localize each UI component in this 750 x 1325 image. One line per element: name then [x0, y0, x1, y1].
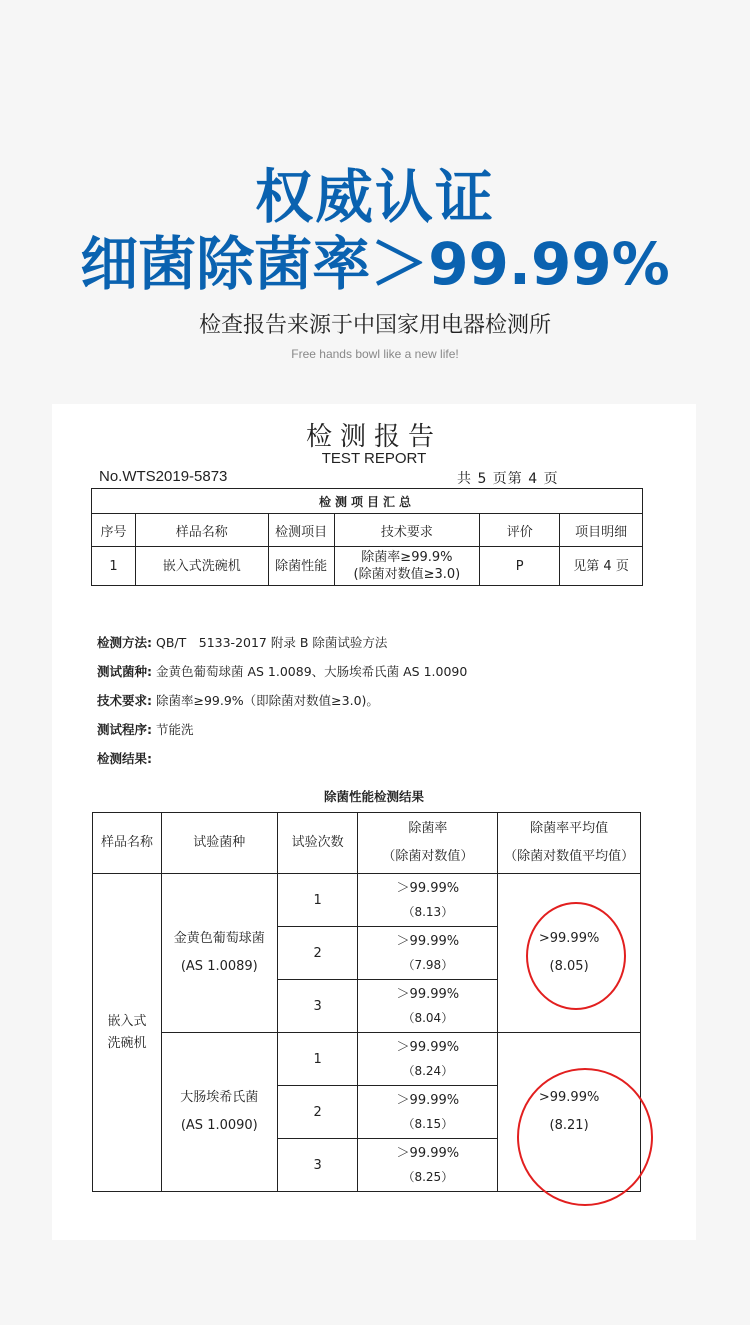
- summary-caption: 检测项目汇总: [92, 489, 643, 514]
- summary-cell: 1: [92, 547, 136, 586]
- info-line: [97, 691, 379, 709]
- summary-header: 技术要求: [334, 514, 480, 547]
- trial-result: [358, 980, 498, 1033]
- info-value: 金黄色葡萄球菌 AS 1.0089、大肠埃希氏菌 AS 1.0090: [155, 664, 468, 679]
- highlight-circle: [526, 902, 626, 1010]
- trial-result: [358, 1086, 498, 1139]
- requirement-line: (除菌对数值≥3.0): [353, 567, 461, 582]
- summary-cell: 嵌入式洗碗机: [135, 547, 268, 586]
- trial-rate: ＞99.99%: [396, 987, 460, 1002]
- report-number: No.WTS2019-5873: [99, 468, 228, 485]
- average-rate: >99.99%: [538, 1090, 600, 1105]
- trial-log: （7.98）: [402, 958, 454, 972]
- info-line: [97, 749, 152, 767]
- results-header: 样品名称: [93, 813, 162, 874]
- hero-title: 权威认证: [254, 163, 495, 231]
- trial-rate: ＞99.99%: [396, 1093, 460, 1108]
- trial-result: [358, 927, 498, 980]
- results-strain: [161, 1033, 277, 1192]
- info-line: [97, 720, 194, 738]
- results-header: 试验菌种: [161, 813, 277, 874]
- summary-header: 项目明细: [560, 514, 643, 547]
- info-line: [97, 633, 387, 651]
- trial-number: 1: [277, 874, 358, 927]
- info-label: 测试程序:: [97, 722, 152, 737]
- results-header: 试验次数: [277, 813, 358, 874]
- summary-cell: 除菌性能: [268, 547, 334, 586]
- trial-number: 3: [277, 980, 358, 1033]
- results-strain: [161, 874, 277, 1033]
- trial-log: （8.15）: [402, 1117, 454, 1131]
- highlight-circle: [517, 1068, 653, 1206]
- results-header-line: （除菌对数值）: [382, 849, 474, 864]
- trial-rate: ＞99.99%: [396, 1040, 460, 1055]
- average-rate: >99.99%: [538, 931, 600, 946]
- info-label: 测试菌种:: [97, 664, 152, 679]
- trial-log: （8.13）: [402, 905, 454, 919]
- trial-number: 2: [277, 927, 358, 980]
- summary-cell: P: [480, 547, 560, 586]
- summary-cell: 见第 4 页: [560, 547, 643, 586]
- summary-header: 序号: [92, 514, 136, 547]
- average-log: (8.21): [549, 1118, 589, 1133]
- results-header-line: 除菌率平均值: [530, 821, 609, 836]
- report-page: 共 5 页第 4 页: [457, 471, 559, 487]
- results-header: [498, 813, 641, 874]
- results-title: 除菌性能检测结果: [323, 789, 424, 804]
- results-header-line: 除菌率: [408, 821, 448, 836]
- strain-code: (AS 1.0089): [180, 959, 258, 974]
- trial-number: 2: [277, 1086, 358, 1139]
- hero-subtitle-en: Free hands bowl like a new life!: [291, 347, 459, 361]
- trial-log: （8.25）: [402, 1170, 454, 1184]
- trial-result: [358, 874, 498, 927]
- summary-header: 评价: [480, 514, 560, 547]
- trial-result: [358, 1033, 498, 1086]
- requirement-line: 除菌率≥99.9%: [361, 550, 453, 565]
- info-label: 检测结果:: [97, 751, 152, 766]
- trial-log: （8.04）: [402, 1011, 454, 1025]
- summary-header: 检测项目: [268, 514, 334, 547]
- trial-rate: ＞99.99%: [396, 881, 460, 896]
- sample-name: 嵌入式洗碗机: [107, 1013, 147, 1051]
- trial-number: 1: [277, 1033, 358, 1086]
- strain-name: 大肠埃希氏菌: [180, 1090, 259, 1105]
- info-value: QB/T 5133-2017 附录 B 除菌试验方法: [155, 635, 388, 650]
- report-title-en: TEST REPORT: [321, 450, 427, 467]
- summary-cell-requirement: [334, 547, 480, 586]
- strain-name: 金黄色葡萄球菌: [173, 931, 265, 946]
- summary-header: 样品名称: [135, 514, 268, 547]
- report-title: 检测报告: [305, 422, 442, 452]
- strain-code: (AS 1.0090): [180, 1118, 258, 1133]
- info-value: 除菌率≥99.9%（即除菌对数值≥3.0)。: [155, 693, 379, 708]
- info-label: 技术要求:: [97, 693, 152, 708]
- results-header: [358, 813, 498, 874]
- summary-table: [91, 488, 643, 586]
- average-log: (8.05): [549, 959, 589, 974]
- trial-log: （8.24）: [402, 1064, 454, 1078]
- info-line: [97, 662, 467, 680]
- hero-claim: 细菌除菌率＞99.99%: [80, 230, 670, 298]
- info-label: 检测方法:: [97, 635, 152, 650]
- trial-rate: ＞99.99%: [396, 934, 460, 949]
- info-value: 节能洗: [155, 722, 194, 737]
- results-sample: [93, 874, 162, 1192]
- hero-subtitle: 检查报告来源于中国家用电器检测所: [198, 313, 551, 338]
- trial-result: [358, 1139, 498, 1192]
- trial-number: 3: [277, 1139, 358, 1192]
- results-header-line: （除菌对数值平均值）: [504, 849, 635, 864]
- test-report-image: [52, 404, 696, 1240]
- trial-rate: ＞99.99%: [396, 1146, 460, 1161]
